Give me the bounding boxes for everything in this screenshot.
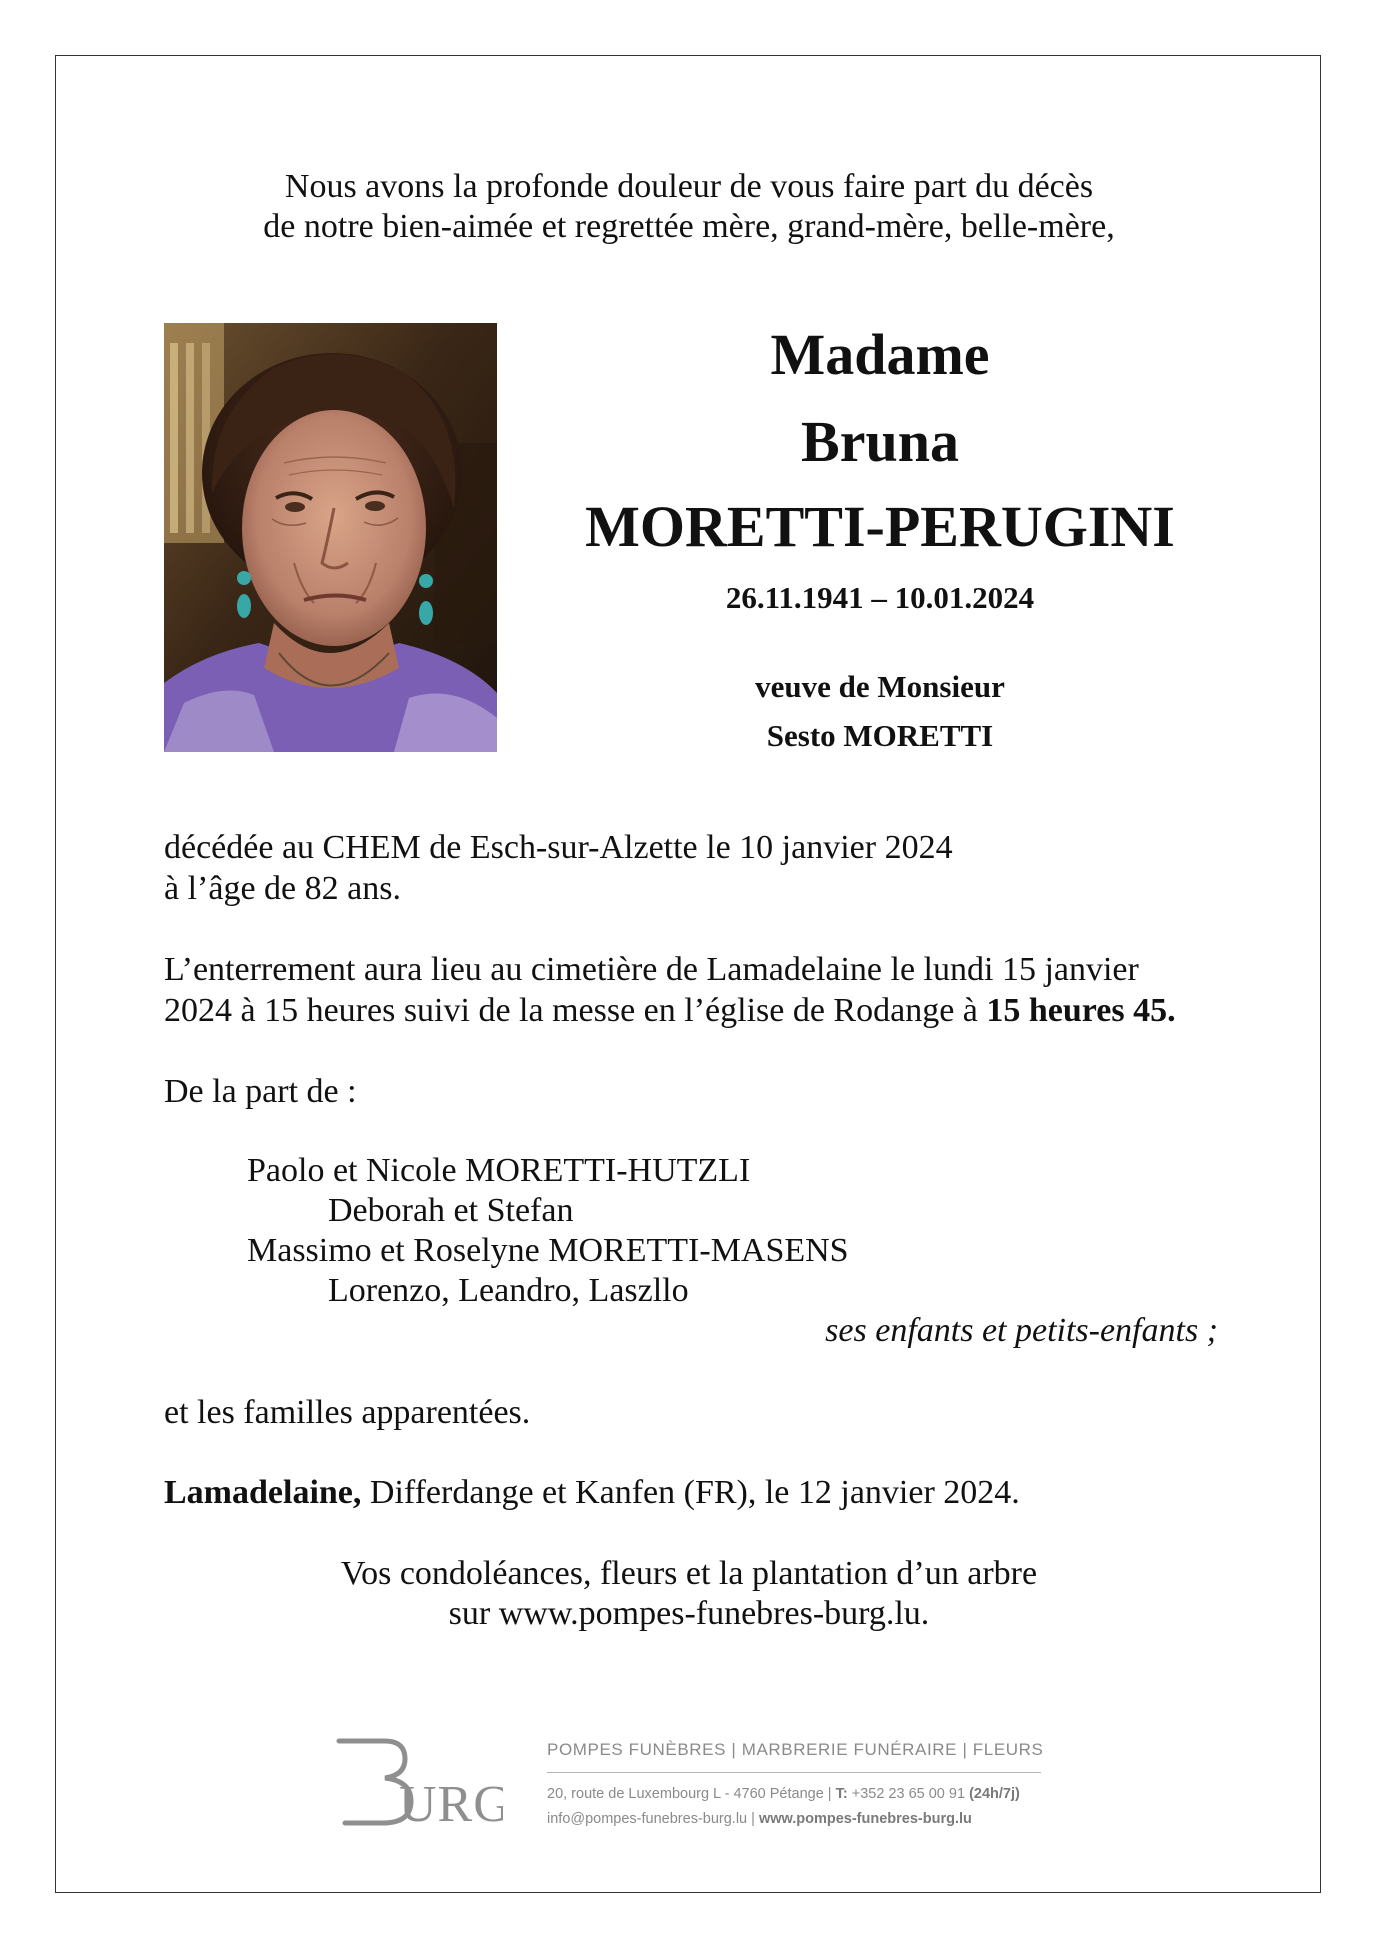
condolences-line-1: Vos condoléances, fleurs et la plantation d’un arbre — [340, 1555, 1038, 1592]
relatives-line: et les familles apparentées. — [164, 1394, 531, 1431]
family-relation: ses enfants et petits-enfants ; — [825, 1312, 1218, 1349]
death-line-2: à l’âge de 82 ans. — [164, 870, 401, 907]
life-dates: 26.11.1941 – 10.01.2024 — [725, 580, 1035, 615]
widow-of-line-1: veuve de Monsieur — [755, 669, 1005, 704]
death-line-1: décédée au CHEM de Esch-sur-Alzette le 10 janvier 2024 — [164, 829, 953, 866]
deceased-title: Madame — [770, 322, 990, 387]
footer-email: info@pompes-funebres-burg.lu | — [547, 1811, 759, 1827]
condolences-line-2: sur www.pompes-funebres-burg.lu. — [448, 1595, 930, 1632]
widow-of-line-2: Sesto MORETTI — [766, 718, 994, 753]
footer-contact-line — [547, 1811, 972, 1827]
place-name: Lamadelaine, — [164, 1474, 362, 1511]
funeral-line-2-text: 2024 à 15 heures suivi de la messe en l’église de Rodange à — [164, 992, 987, 1029]
footer-phone: +352 23 65 00 91 — [847, 1786, 970, 1802]
intro-line-1: Nous avons la profonde douleur de vous faire part du décès — [284, 168, 1094, 205]
portrait-photo — [164, 323, 497, 752]
funeral-line-2 — [164, 990, 1176, 1032]
footer-phone-hours: (24h/7j) — [969, 1786, 1020, 1802]
family-line-2: Deborah et Stefan — [328, 1192, 574, 1229]
place-date-rest: Differdange et Kanfen (FR), le 12 janvier 2024. — [361, 1474, 1020, 1511]
footer-website: www.pompes-funebres-burg.lu — [758, 1811, 972, 1827]
family-line-1: Paolo et Nicole MORETTI-HUTZLI — [247, 1152, 751, 1189]
mass-time: 15 heures 45. — [986, 992, 1176, 1029]
intro-line-2: de notre bien-aimée et regrettée mère, grand-mère, belle-mère, — [263, 208, 1115, 245]
deceased-first-name: Bruna — [801, 409, 959, 474]
burg-logo — [333, 1735, 503, 1829]
family-line-4: Lorenzo, Leandro, Laszllo — [328, 1272, 689, 1309]
family-line-3: Massimo et Roselyne MORETTI-MASENS — [247, 1232, 849, 1269]
footer-phone-label: T: — [835, 1786, 848, 1802]
logo-wordmark: URG — [399, 1776, 503, 1829]
deceased-surname: MORETTI-PERUGINI — [585, 494, 1175, 559]
place-date-line — [164, 1472, 1020, 1514]
funeral-line-1: L’enterrement aura lieu au cimetière de Lamadelaine le lundi 15 janvier — [164, 951, 1139, 988]
footer-services: POMPES FUNÈBRES | MARBRERIE FUNÉRAIRE | FLEURS — [547, 1740, 1044, 1759]
from-label: De la part de : — [164, 1073, 357, 1110]
footer-address: 20, route de Luxembourg L - 4760 Pétange | — [547, 1786, 836, 1802]
footer-divider — [547, 1772, 1041, 1773]
footer-address-line — [547, 1786, 1020, 1802]
